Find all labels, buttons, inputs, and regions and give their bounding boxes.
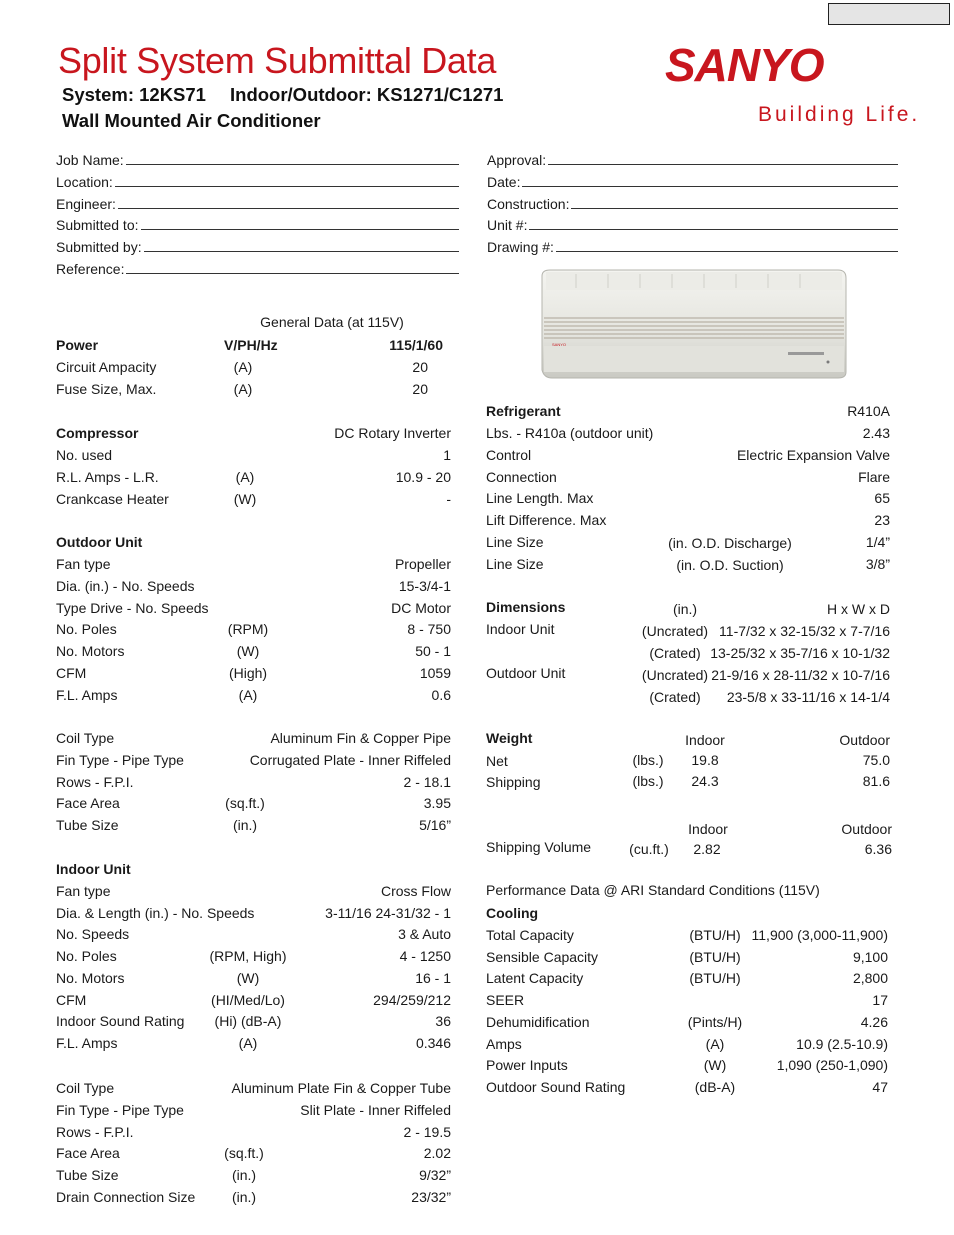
form-left-field[interactable]: [56, 174, 459, 190]
spec-row-value: 9/32”: [419, 1167, 451, 1184]
form-left-field[interactable]: [56, 196, 459, 212]
spec-row-label: Latent Capacity: [486, 970, 584, 987]
spec-row-label: F.L. Amps: [56, 686, 118, 703]
spec-row-label: Net: [486, 753, 508, 769]
general-data-heading: General Data (at 115V): [260, 314, 404, 330]
spec-row-unit: (A): [705, 1035, 725, 1052]
form-left-field-label: Engineer:: [56, 195, 116, 212]
spec-row-value: Corrugated Plate - Inner Riffeled: [249, 751, 451, 768]
spec-row-label: Dia. (in.) - No. Speeds: [56, 577, 195, 594]
brand-logo: SANYO: [665, 39, 824, 91]
volume-indoor-value: 2.82: [693, 841, 721, 857]
air-conditioner-image: [538, 268, 850, 380]
refrigerant-value: R410A: [847, 403, 890, 419]
spec-row-value: 65: [874, 490, 890, 507]
spec-row-unit: (A): [233, 359, 253, 375]
spec-row-value: Slit Plate - Inner Riffeled: [300, 1101, 451, 1118]
spec-row-value: 10.9 - 20: [395, 469, 451, 485]
spec-row-value: 0.6: [431, 686, 451, 703]
spec-row-label: Fan type: [56, 556, 111, 572]
spec-row-unit: (W): [233, 491, 257, 507]
form-right-field-label: Date:: [487, 173, 521, 190]
performance-heading: Performance Data @ ARI Standard Conditions (115V): [486, 882, 820, 898]
spec-row-label: No. Speeds: [56, 926, 130, 943]
spec-row-value: 10.9 (2.5-10.9): [796, 1035, 888, 1052]
spec-row-value: 13-25/32 x 35-7/16 x 10-1/32: [710, 645, 890, 661]
spec-row-label: Tube Size: [56, 817, 119, 834]
form-right-field-line[interactable]: [548, 152, 898, 165]
weight-indoor-value: 24.3: [691, 773, 719, 789]
spec-row-label: No. Poles: [56, 621, 117, 638]
spec-row-unit: (in. O.D. Suction): [676, 556, 784, 573]
spec-row-value: 3/8”: [865, 555, 890, 572]
spec-row-label: Fin Type - Pipe Type: [56, 1101, 184, 1118]
spec-row-label: Indoor Sound Rating: [56, 1013, 185, 1030]
spec-row-value: 2.43: [862, 425, 890, 441]
form-left-field[interactable]: [56, 261, 459, 277]
spec-row-value: 1,090 (250-1,090): [776, 1057, 888, 1074]
spec-row-value: 36: [435, 1013, 451, 1030]
spec-row-label: F.L. Amps: [56, 1034, 118, 1051]
spec-row-value: Propeller: [394, 556, 451, 572]
product-type: Wall Mounted Air Conditioner: [62, 110, 321, 131]
spec-row-value: 1: [443, 447, 451, 463]
spec-row-value: 3-11/16 24-31/32 - 1: [325, 904, 451, 921]
dimensions-value: H x W x D: [827, 601, 890, 617]
spec-row-unit: (Crated): [649, 645, 701, 661]
spec-row-label: Face Area: [56, 1145, 120, 1162]
spec-row-unit: (Hi) (dB-A): [214, 1013, 282, 1030]
form-right-field-line[interactable]: [529, 217, 898, 230]
spec-row-value: 3.95: [423, 795, 451, 812]
weight-indoor-head: Indoor: [685, 732, 725, 748]
volume-indoor-head: Indoor: [688, 821, 728, 837]
spec-row-unit: (sq.ft.): [225, 795, 265, 812]
spec-row-label: Crankcase Heater: [56, 491, 169, 507]
spec-row-label: Power Inputs: [486, 1057, 568, 1074]
spec-row-label: Sensible Capacity: [486, 948, 599, 965]
indoor-unit-label: Indoor Unit: [56, 861, 131, 877]
spec-row-value: 11-7/32 x 32-15/32 x 7-7/16: [719, 623, 890, 639]
spec-row-unit: (A): [238, 686, 258, 703]
spec-row-label: Lbs. - R410a (outdoor unit): [486, 425, 654, 441]
svg-text:SANYO: SANYO: [552, 342, 567, 347]
spec-row-unit: (sq.ft.): [224, 1145, 264, 1162]
spec-row-value: 3 & Auto: [398, 926, 451, 943]
brand-tagline: Building Life.: [758, 103, 921, 126]
form-left-field-label: Submitted by:: [56, 239, 142, 256]
spec-row-label: Rows - F.P.I.: [56, 1123, 134, 1140]
spec-row-unit: (W): [236, 969, 260, 986]
spec-row-unit: (in.): [232, 817, 258, 834]
spec-row-value: 5/16”: [419, 817, 451, 834]
spec-row-label: Line Size: [486, 534, 544, 550]
spec-row-label: Lift Difference. Max: [486, 512, 607, 529]
spec-row-label: No. Motors: [56, 969, 125, 986]
spec-row-label: No. Motors: [56, 643, 125, 660]
spec-row-value: 16 - 1: [415, 969, 451, 986]
spec-row-unit: (W): [236, 643, 260, 660]
spec-row-value: 9,100: [852, 948, 888, 965]
volume-outdoor-head: Outdoor: [841, 821, 892, 837]
spec-row-unit: (in.): [231, 1189, 257, 1205]
spec-row-label: Dehumidification: [486, 1013, 590, 1030]
shipping-volume-unit: (cu.ft.): [629, 841, 669, 857]
spec-row-unit: (in.): [231, 1167, 257, 1184]
spec-row-label: Type Drive - No. Speeds: [56, 599, 209, 616]
form-left-field[interactable]: [56, 152, 459, 168]
spec-row-label: Rows - F.P.I.: [56, 773, 134, 790]
form-left-field-label: Submitted to:: [56, 217, 139, 234]
spec-row-label: Outdoor Sound Rating: [486, 1078, 626, 1095]
spec-row-label: Face Area: [56, 795, 120, 812]
spec-row-unit: (W): [703, 1057, 727, 1074]
spec-row-label: Coil Type: [56, 1080, 115, 1096]
power-label: Power: [56, 337, 99, 353]
spec-row-value: 47: [872, 1078, 888, 1095]
spec-row-value: 2 - 18.1: [403, 773, 451, 790]
spec-row-value: Aluminum Plate Fin & Copper Tube: [231, 1080, 451, 1096]
spec-row-unit: (Pints/H): [687, 1013, 743, 1030]
corner-box: [828, 3, 950, 25]
spec-row-label: Circuit Ampacity: [56, 359, 157, 375]
spec-row-value: Flare: [858, 468, 890, 485]
weight-indoor-value: 19.8: [691, 752, 719, 768]
refrigerant-label: Refrigerant: [486, 403, 561, 419]
weight-outdoor-value: 75.0: [862, 752, 890, 768]
spec-row-value: 1/4”: [865, 534, 890, 550]
spec-row-value: 17: [872, 992, 888, 1009]
form-right-field-line[interactable]: [556, 239, 898, 252]
spec-row-unit: (in. O.D. Discharge): [668, 535, 792, 551]
dimensions-label: Dimensions: [486, 599, 566, 615]
spec-row-label: CFM: [56, 665, 87, 681]
spec-row-value: 23-5/8 x 33-11/16 x 14-1/4: [726, 689, 890, 705]
system-model: System: 12KS71: [62, 84, 206, 105]
spec-row-label: Outdoor Unit: [486, 665, 566, 681]
spec-row-value: 23/32”: [411, 1189, 451, 1205]
spec-row-value: 21-9/16 x 28-11/32 x 10-7/16: [711, 667, 890, 683]
spec-row-label: Fuse Size, Max.: [56, 381, 157, 397]
form-left-field-label: Job Name:: [56, 152, 124, 168]
spec-row-unit: (BTU/H): [689, 948, 741, 965]
spec-row-value: 294/259/212: [373, 991, 451, 1008]
spec-row-label: Total Capacity: [486, 927, 574, 943]
form-left-field-line[interactable]: [118, 196, 459, 209]
form-right-field[interactable]: [487, 196, 898, 212]
form-right-field[interactable]: [487, 174, 898, 190]
spec-row-value: DC Motor: [391, 599, 451, 616]
spec-row-label: SEER: [486, 992, 525, 1009]
page-title: Split System Submittal Data: [58, 40, 497, 81]
outdoor-unit-label: Outdoor Unit: [56, 534, 143, 550]
spec-row-unit: (RPM, High): [209, 948, 287, 965]
spec-row-value: 8 - 750: [407, 621, 451, 638]
weight-outdoor-head: Outdoor: [839, 732, 890, 748]
spec-row-label: Line Length. Max: [486, 490, 594, 507]
cooling-label: Cooling: [486, 905, 539, 921]
spec-row-value: 4.26: [860, 1013, 888, 1030]
spec-row-label: R.L. Amps - L.R.: [56, 469, 159, 485]
spec-row-value: 20: [412, 359, 428, 375]
form-right-field-line[interactable]: [522, 174, 898, 187]
spec-row-value: 23: [874, 512, 890, 529]
spec-row-unit: (A): [233, 381, 253, 397]
form-left-field-label: Location:: [56, 173, 113, 190]
volume-outdoor-value: 6.36: [864, 841, 892, 857]
dimensions-unit: (in.): [672, 601, 698, 617]
indoor-outdoor-model: Indoor/Outdoor: KS1271/C1271: [230, 84, 504, 105]
spec-row-unit: (dB-A): [694, 1078, 736, 1095]
form-right-field-label: Construction:: [487, 195, 570, 212]
spec-row-label: Indoor Unit: [486, 621, 555, 637]
spec-row-label: Fan type: [56, 883, 111, 899]
form-right-field[interactable]: [487, 239, 898, 255]
spec-row-unit: (BTU/H): [689, 970, 741, 987]
weight-outdoor-value: 81.6: [862, 773, 890, 789]
spec-row-unit: (lbs.): [632, 773, 664, 789]
spec-row-value: Aluminum Fin & Copper Pipe: [270, 730, 451, 746]
spec-row-label: Coil Type: [56, 730, 115, 746]
spec-row-label: Shipping: [486, 774, 541, 790]
form-right-field-label: Approval:: [487, 152, 547, 168]
spec-row-value: -: [446, 491, 451, 507]
form-right-field-line[interactable]: [571, 196, 898, 209]
form-right-field[interactable]: [487, 152, 898, 168]
spec-row-unit: (BTU/H): [689, 927, 741, 943]
spec-row-unit: (A): [235, 469, 255, 485]
spec-row-label: No. used: [56, 447, 113, 463]
spec-row-value: 20: [412, 381, 428, 397]
spec-row-value: 2,800: [852, 970, 888, 987]
spec-row-value: 4 - 1250: [399, 948, 451, 965]
power-unit: V/PH/Hz: [224, 337, 278, 353]
spec-row-unit: (HI/Med/Lo): [211, 991, 285, 1008]
form-left-field-line[interactable]: [141, 217, 460, 230]
spec-row-value: 50 - 1: [415, 643, 451, 660]
compressor-label: Compressor: [56, 425, 139, 441]
spec-row-value: 2.02: [423, 1145, 451, 1162]
spec-row-value: Electric Expansion Valve: [736, 446, 890, 463]
spec-row-unit: (A): [238, 1034, 258, 1051]
spec-row-label: Control: [486, 446, 532, 463]
form-right-field[interactable]: [487, 217, 898, 233]
shipping-volume-label: Shipping Volume: [486, 839, 592, 855]
spec-row-value: 1059: [419, 665, 451, 681]
spec-row-unit: (Uncrated): [641, 623, 709, 639]
spec-row-label: Amps: [486, 1035, 522, 1052]
spec-row-label: Line Size: [486, 555, 544, 572]
form-left-field-label: Reference:: [56, 261, 125, 277]
spec-row-label: No. Poles: [56, 948, 117, 965]
spec-row-value: Cross Flow: [380, 883, 451, 899]
spec-row-value: 2 - 19.5: [403, 1123, 451, 1140]
form-right-field-label: Unit #:: [487, 217, 528, 234]
spec-row-label: Fin Type - Pipe Type: [56, 751, 184, 768]
form-left-field-line[interactable]: [126, 152, 459, 165]
spec-row-label: Drain Connection Size: [56, 1189, 196, 1205]
compressor-value: DC Rotary Inverter: [334, 425, 451, 441]
form-right-field-label: Drawing #:: [487, 239, 554, 256]
form-left-field-line[interactable]: [144, 239, 459, 252]
form-left-field[interactable]: [56, 217, 459, 233]
form-left-field-line[interactable]: [115, 174, 459, 187]
spec-row-label: Connection: [486, 468, 557, 485]
weight-label: Weight: [486, 730, 533, 746]
spec-row-value: 11,900 (3,000-11,900): [751, 927, 888, 943]
spec-row-unit: (Crated): [649, 689, 701, 705]
spec-row-value: 0.346: [415, 1034, 451, 1051]
power-value: 115/1/60: [389, 337, 443, 353]
spec-row-unit: (Uncrated): [641, 667, 709, 683]
form-left-field-line[interactable]: [126, 261, 459, 274]
spec-row-unit: (High): [228, 665, 268, 681]
spec-row-unit: (RPM): [227, 621, 269, 638]
form-left-field[interactable]: [56, 239, 459, 255]
spec-row-label: Tube Size: [56, 1167, 119, 1184]
spec-row-value: 15-3/4-1: [398, 577, 451, 594]
spec-row-label: CFM: [56, 991, 87, 1008]
spec-row-label: Dia. & Length (in.) - No. Speeds: [56, 904, 255, 921]
spec-row-unit: (lbs.): [632, 752, 664, 768]
